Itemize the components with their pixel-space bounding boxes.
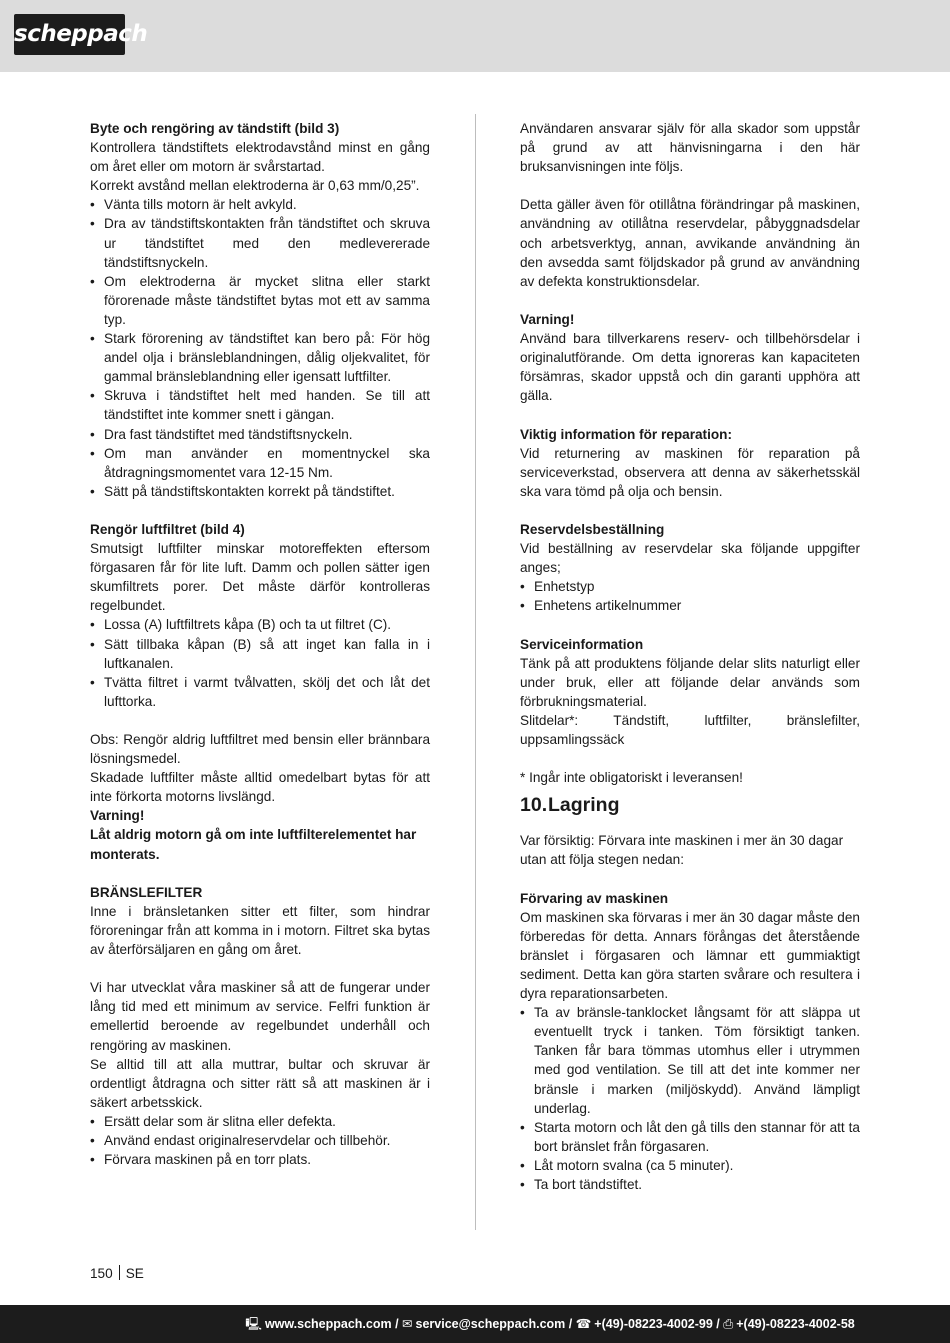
liability-extension-paragraph: Detta gäller även för otillåtna förändringar på maskinen, användning av otillåtna reservdelar, påbyggnadsdelar och arbetsverktyg, annan, avvikande användning än den avsedda samt följdskador på grund av användning av defekta konstruktionsdelar. <box>520 197 860 289</box>
air-filter-warning-label: Varning! <box>90 808 145 824</box>
storage-heading: Förvaring av maskinen <box>520 890 669 906</box>
caution-text: Var försiktig: Förvara inte maskinen i mer än 30 dagar utan att följa stegen nedan: <box>520 833 844 868</box>
air-filter-list <box>90 615 430 710</box>
list-item: • Ta av bränsle-tanklocket långsamt för att släppa ut eventuellt tryck i tanken. Töm försiktigt tanken. Tanken får bara tömmas utomhus eller i utrymmen med god ventilation. Se till att det inte kommer ner bränsle i marken (miljöskydd). Använd lämpligt underlag. <box>520 1003 860 1118</box>
phone-icon: ☎ <box>575 1317 592 1331</box>
page-language: SE <box>125 1266 144 1281</box>
list-item: • Dra fast tändstiftet med tändstiftsnyckeln. <box>90 425 430 444</box>
air-filter-paragraph: Smutsigt luftfilter minskar motoreffekten eftersom förgasaren får för lite luft. Damm och pollen sätter igen skumfiltrets porer. Det måste därför kontrolleras regelbundet. <box>90 541 430 614</box>
section-title <box>520 793 860 817</box>
list-item: • Förvara maskinen på en torr plats. <box>90 1150 430 1169</box>
mail-icon: ✉ <box>402 1317 413 1331</box>
page-footer <box>0 1305 950 1343</box>
spare-parts-text: Vid beställning av reservdelar ska följande uppgifter anges; <box>520 541 860 576</box>
list-item: • Tvätta filtret i varmt tvålvatten, skölj det och låt det lufttorka. <box>90 673 430 711</box>
footnote: * Ingår inte obligatoriskt i leveransen! <box>520 770 743 786</box>
list-item: • Stark förorening av tändstiftet kan bero på: För hög andel olja i bränsleblandningen, dålig oljekvalitet, för gammal bränsleblandning eller igensatt luftfilter. <box>90 329 430 386</box>
storage-text: Om maskinen ska förvaras i mer än 30 dagar måste den förberedas för detta. Annars förångas det återstående bränslet i förgasaren och lämnar ett gummiaktigt sediment. Detta kan göra starten svårare och resultera i dyra reparationsarbeten. <box>520 909 860 1002</box>
list-item: • Enhetstyp <box>520 577 860 596</box>
list-item: • Starta motorn och låt den gå tills den stannar för att ta bort bränslet från förgasaren. <box>520 1118 860 1156</box>
maintenance-list <box>90 1112 430 1169</box>
warning-text: Använd bara tillverkarens reserv- och tillbehörsdelar i originalutförande. Om detta ignoreras kan kapaciteten försämras, skador uppstå och din garanti upphöra att gälla. <box>520 331 860 404</box>
page-number-value: 150 <box>90 1266 113 1281</box>
scheppach-logo: scheppach <box>14 14 125 55</box>
list-item: • Lossa (A) luftfiltrets kåpa (B) och ta ut filtret (C). <box>90 615 430 634</box>
list-item: • Vänta tills motorn är helt avkyld. <box>90 195 430 214</box>
spark-plug-heading: Byte och rengöring av tändstift (bild 3) <box>90 121 340 136</box>
service-info-text: Tänk på att produktens följande delar slits naturligt eller under bruk, eller att följande delar används som förbrukningsmaterial. <box>520 655 860 709</box>
footer-fax: +(49)-08223-4002-58 <box>736 1317 855 1331</box>
air-filter-note: Obs: Rengör aldrig luftfiltret med bensin eller brännbara lösningsmedel. <box>90 732 430 767</box>
list-item: • Ersätt delar som är slitna eller defekta. <box>90 1112 430 1131</box>
list-item: • Sätt på tändstiftskontakten korrekt på tändstiftet. <box>90 482 430 501</box>
spark-plug-gap-paragraph: Korrekt avstånd mellan elektroderna är 0,63 mm/0,25”. <box>90 178 420 194</box>
repair-heading: Viktig information för reparation: <box>520 426 732 442</box>
spare-parts-list <box>520 577 860 615</box>
list-item: • Ta bort tändstiftet. <box>520 1175 860 1194</box>
list-item: • Låt motorn svalna (ca 5 minuter). <box>520 1156 860 1175</box>
right-column <box>520 119 860 1194</box>
list-item: • Om man använder en momentnyckel ska åtdragningsmomentet vara 12-15 Nm. <box>90 444 430 482</box>
section-number: 10. <box>520 794 548 817</box>
fuel-filter-heading: BRÄNSLEFILTER <box>90 884 203 900</box>
air-filter-damaged-note: Skadade luftfilter måste alltid omedelbart bytas för att inte förkorta motorns livslängd. <box>90 770 430 805</box>
list-item: • Om elektroderna är mycket slitna eller starkt förorenade måste tändstiftet bytas mot ett av samma typ. <box>90 272 430 329</box>
liability-paragraph: Användaren ansvarar själv för alla skador som uppstår på grund av att hänvisningarna i den här bruksanvisningen inte följs. <box>520 121 860 175</box>
air-filter-heading: Rengör luftfiltret (bild 4) <box>90 521 245 537</box>
page-header <box>0 0 950 72</box>
spare-parts-heading: Reservdelsbeställning <box>520 521 665 537</box>
column-divider <box>475 114 476 1230</box>
page-number <box>90 1264 144 1283</box>
footer-email: service@scheppach.com / <box>415 1317 573 1331</box>
maintenance-check-paragraph: Se alltid till att alla muttrar, bultar och skruvar är ordentligt åtdragna och sitter rätt så att maskinen är i säkert arbetsskick. <box>90 1056 430 1110</box>
footer-phone: +(49)-08223-4002-99 / <box>594 1317 720 1331</box>
list-item: • Dra av tändstiftskontakten från tändstiftet och skruva ur tändstiftet med den medlevererade tändstiftsnyckeln. <box>90 214 430 271</box>
spark-plug-paragraph: Kontrollera tändstiftets elektrodavstånd minst en gång om året eller om motorn är svårstartad. <box>90 140 430 175</box>
wear-parts-text: Slitdelar*: Tändstift, luftfilter, bränslefilter, uppsamlingssäck <box>520 712 860 747</box>
service-info-heading: Serviceinformation <box>520 636 644 652</box>
footer-website: www.scheppach.com / <box>264 1317 399 1331</box>
list-item: • Använd endast originalreservdelar och tillbehör. <box>90 1131 430 1150</box>
warning-label: Varning! <box>520 311 575 327</box>
repair-text: Vid returnering av maskinen för reparation på serviceverkstad, observera att denna av säkerhetsskäl ska vara tömd på olja och bensin. <box>520 445 860 499</box>
list-item: • Enhetens artikelnummer <box>520 596 860 615</box>
air-filter-warning-text: Låt aldrig motorn gå om inte luftfilterelementet har monterats. <box>90 827 417 862</box>
fuel-filter-paragraph: Inne i bränsletanken sitter ett filter, som hindrar föroreningar från att komma in i motorn. Filtret ska bytas av återförsäljaren en gång om året. <box>90 903 430 958</box>
section-title-text: Lagring <box>548 794 620 817</box>
left-column <box>90 119 430 1169</box>
computer-icon: 🖳 <box>245 1317 262 1331</box>
list-item: • Skruva i tändstiftet helt med handen. Se till att tändstiftet inte kommer snett i gängan. <box>90 386 430 424</box>
storage-list <box>520 1003 860 1194</box>
maintenance-paragraph: Vi har utvecklat våra maskiner så att de fungerar under lång tid med ett minimum av service. Felfri funktion är emellertid beroende av regelbundet underhåll och rengöring av maskinen. <box>90 980 430 1053</box>
spark-plug-list <box>90 195 430 501</box>
fax-icon: ⎙ <box>723 1317 734 1331</box>
list-item: • Sätt tillbaka kåpan (B) så att inget kan falla in i luftkanalen. <box>90 635 430 673</box>
